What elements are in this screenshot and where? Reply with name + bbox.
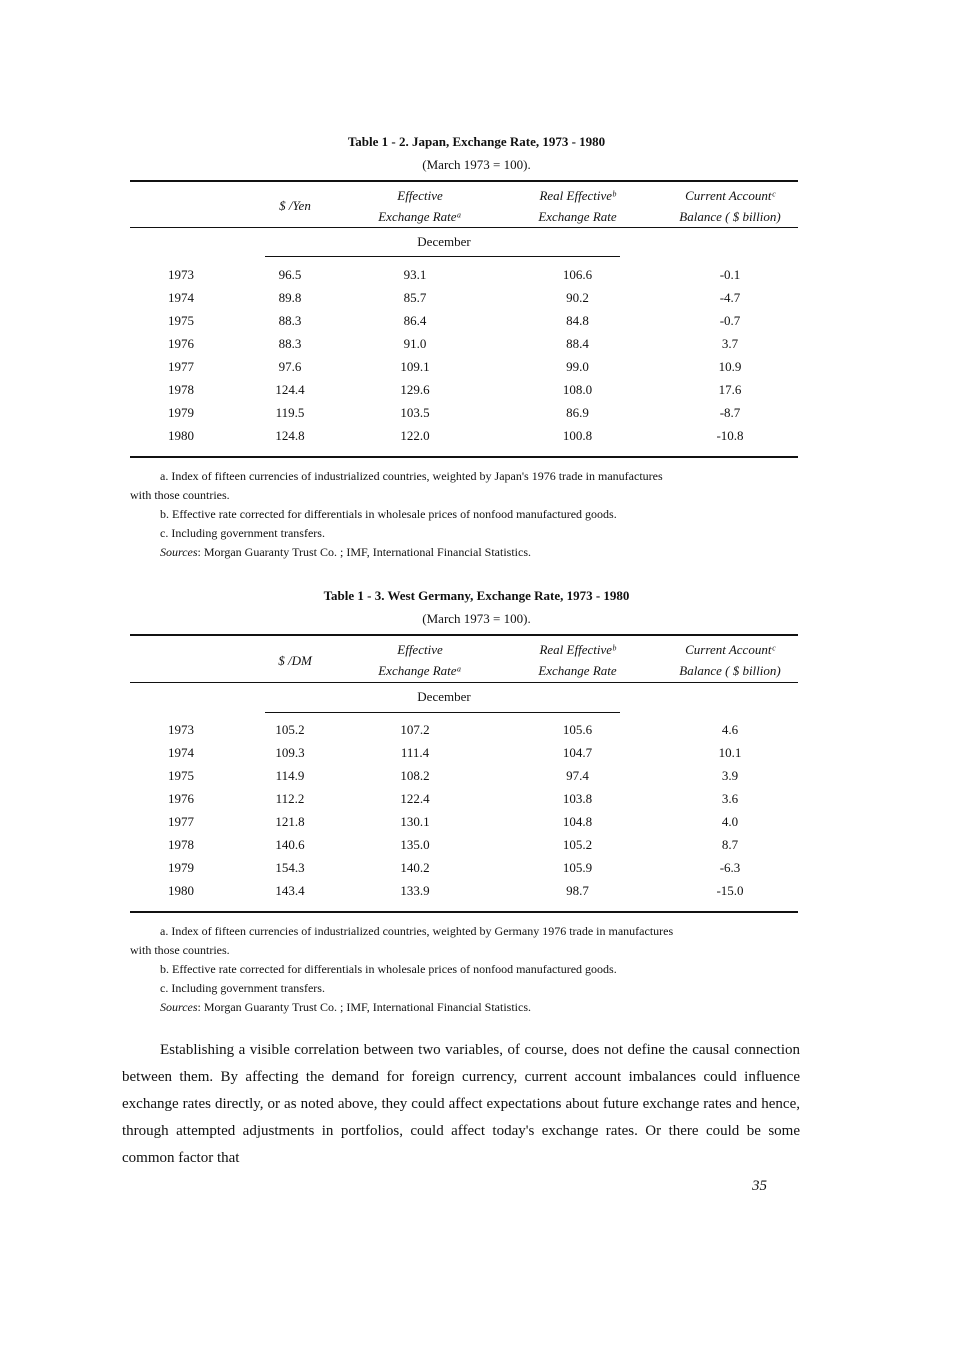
table1-sources: [130, 543, 800, 562]
table2-december-label: December: [417, 689, 471, 704]
year-cell: 1977: [168, 359, 194, 374]
effective-rate-cell: 135.0: [400, 837, 430, 852]
table2-note-b: b. Effective rate corrected for differentials in wholesale prices of nonfood manufactured goods.: [160, 962, 617, 976]
table2-note-a-line1: a. Index of fifteen currencies of industrialized countries, weighted by Germany 1976 trade in manufactures: [160, 924, 674, 938]
table1-header-col4-line2: Balance ( $ billion): [679, 209, 781, 224]
year-cell: 1977: [168, 814, 194, 829]
real-effective-rate-cell: 97.4: [566, 768, 589, 783]
effective-rate-cell: 93.1: [403, 267, 427, 282]
table-row: [0, 791, 953, 814]
real-effective-rate-cell: 106.6: [562, 267, 593, 282]
current-account-cell: 10.9: [718, 359, 742, 374]
table-row: [0, 290, 953, 313]
table2-note-c: c. Including government transfers.: [160, 981, 325, 995]
year-cell: 1976: [168, 336, 194, 351]
real-effective-rate-cell: 103.8: [562, 791, 593, 806]
current-account-cell: -4.7: [719, 290, 741, 305]
table-row: [0, 359, 953, 382]
current-account-cell: -0.7: [719, 313, 741, 328]
current-account-cell: 3.6: [721, 791, 739, 806]
current-account-cell: 8.7: [721, 837, 739, 852]
table2-header-col4-line1: Current Accountᶜ: [685, 642, 775, 657]
table-row: [0, 267, 953, 290]
table2-subtitle: (March 1973 = 100).: [422, 611, 531, 626]
table1-header-col3-line1: Real Effectiveᵇ: [539, 188, 616, 203]
table1-header-col4: [650, 185, 810, 227]
rate-cell: 88.3: [278, 336, 302, 351]
real-effective-rate-cell: 105.9: [562, 860, 593, 875]
table-row: [0, 428, 953, 451]
real-effective-rate-cell: 84.8: [566, 313, 589, 328]
year-cell: 1973: [168, 722, 194, 737]
real-effective-rate-cell: 88.4: [566, 336, 589, 351]
table2-header-col2-line1: Effective: [397, 642, 443, 657]
current-account-cell: 4.0: [721, 814, 739, 829]
table1-note-a-line1: a. Index of fifteen currencies of industrialized countries, weighted by Japan's 1976 trade in manufactures: [160, 469, 663, 483]
table1-notes: [130, 467, 800, 562]
table1-header-col2-line2: Exchange Rateᵃ: [378, 209, 462, 224]
year-cell: 1980: [168, 428, 194, 443]
year-cell: 1974: [168, 745, 194, 760]
rate-cell: 121.8: [275, 814, 305, 829]
rate-cell: 154.3: [275, 860, 305, 875]
real-effective-rate-cell: 105.2: [562, 837, 593, 852]
body-paragraph: Establishing a visible correlation between two variables, of course, does not define the causal connection between them. By affecting the demand for foreign currency, current account imbalances could influence exchange rates directly, or as noted above, they could affect expectations about future exchange rates and hence, through attempted adjustments in portfolios, could affect today's exchange rates. Or there could be some common factor that: [122, 1042, 800, 1166]
real-effective-rate-cell: 100.8: [562, 428, 593, 443]
rate-cell: 114.9: [275, 768, 305, 783]
table1-sources-text: : Morgan Guaranty Trust Co. ; IMF, International Financial Statistics.: [197, 545, 532, 559]
effective-rate-cell: 111.4: [400, 745, 430, 760]
year-cell: 1975: [168, 313, 194, 328]
table2-december-rule: [265, 712, 620, 713]
year-cell: 1976: [168, 791, 194, 806]
table-row: [0, 745, 953, 768]
table-row: [0, 405, 953, 428]
table2-top-rule: [130, 634, 798, 636]
rate-cell: 105.2: [275, 722, 305, 737]
effective-rate-cell: 130.1: [400, 814, 430, 829]
table1-header-col2: [350, 185, 490, 227]
rate-cell: 109.3: [275, 745, 305, 760]
rate-cell: 88.3: [278, 313, 302, 328]
table1-december-label: December: [417, 234, 471, 249]
current-account-cell: 3.7: [721, 336, 739, 351]
table2-header-col3-line2: Exchange Rate: [538, 663, 617, 678]
current-account-cell: 17.6: [718, 382, 742, 397]
table1-bottom-rule: [130, 456, 798, 458]
current-account-cell: -6.3: [719, 860, 741, 875]
table-row: [0, 313, 953, 336]
table2-header-col2-line2: Exchange Rateᵃ: [378, 663, 462, 678]
current-account-cell: 10.1: [718, 745, 742, 760]
real-effective-rate-cell: 105.6: [562, 722, 593, 737]
rate-cell: 112.2: [275, 791, 305, 806]
rate-cell: 96.5: [278, 267, 302, 282]
table2-bottom-rule: [130, 911, 798, 913]
rate-cell: 140.6: [275, 837, 305, 852]
current-account-cell: -15.0: [716, 883, 744, 898]
year-cell: 1974: [168, 290, 194, 305]
effective-rate-cell: 122.0: [400, 428, 430, 443]
table1-header-col1: $ /Yen: [279, 198, 311, 213]
effective-rate-cell: 122.4: [400, 791, 430, 806]
effective-rate-cell: 107.2: [400, 722, 430, 737]
effective-rate-cell: 133.9: [400, 883, 430, 898]
table-row: [0, 814, 953, 837]
rate-cell: 143.4: [275, 883, 305, 898]
current-account-cell: -0.1: [719, 267, 741, 282]
real-effective-rate-cell: 104.8: [562, 814, 593, 829]
table1-header-rule: [130, 227, 798, 228]
table2-sources-text: : Morgan Guaranty Trust Co. ; IMF, International Financial Statistics.: [197, 1000, 532, 1014]
current-account-cell: 3.9: [721, 768, 739, 783]
table-row: [0, 837, 953, 860]
table-row: [0, 722, 953, 745]
year-cell: 1978: [168, 837, 194, 852]
table-row: [0, 336, 953, 359]
rate-cell: 124.8: [275, 428, 305, 443]
table2-header-col3: [510, 639, 645, 681]
year-cell: 1973: [168, 267, 194, 282]
table2-sources-label: Sources: [160, 1000, 198, 1014]
effective-rate-cell: 109.1: [400, 359, 430, 374]
rate-cell: 124.4: [275, 382, 305, 397]
effective-rate-cell: 103.5: [400, 405, 430, 420]
table1-december-rule: [265, 256, 620, 257]
table1-subtitle: (March 1973 = 100).: [422, 157, 531, 172]
table2-title: Table 1 - 3. West Germany, Exchange Rate, 1973 - 1980: [323, 588, 630, 603]
table2-header-col2: [350, 639, 490, 681]
effective-rate-cell: 129.6: [400, 382, 430, 397]
current-account-cell: -8.7: [719, 405, 741, 420]
table2-header-col1: $ /DM: [278, 653, 312, 668]
year-cell: 1980: [168, 883, 194, 898]
real-effective-rate-cell: 99.0: [566, 359, 589, 374]
table1-note-a-line2: with those countries.: [130, 488, 230, 502]
current-account-cell: 4.6: [721, 722, 739, 737]
table2-header-col4: [650, 639, 810, 681]
table2-sources: [130, 998, 800, 1017]
table2-header-rule: [130, 682, 798, 683]
table1-header-col2-line1: Effective: [397, 188, 443, 203]
table1-header-col3: [510, 185, 645, 227]
table1-sources-label: Sources: [160, 545, 198, 559]
table2-note-a-line2: with those countries.: [130, 943, 230, 957]
table2-notes: [130, 922, 800, 1017]
table-row: [0, 382, 953, 405]
table1-note-c: c. Including government transfers.: [160, 526, 325, 540]
table1-header-col3-line2: Exchange Rate: [538, 209, 617, 224]
table1-note-b: b. Effective rate corrected for differentials in wholesale prices of nonfood manufactured goods.: [160, 507, 617, 521]
table-row: [0, 860, 953, 883]
real-effective-rate-cell: 108.0: [562, 382, 593, 397]
table-row: [0, 768, 953, 791]
real-effective-rate-cell: 90.2: [566, 290, 589, 305]
year-cell: 1979: [168, 860, 194, 875]
year-cell: 1975: [168, 768, 194, 783]
rate-cell: 97.6: [278, 359, 302, 374]
effective-rate-cell: 91.0: [403, 336, 427, 351]
table2-header-col4-line2: Balance ( $ billion): [679, 663, 781, 678]
current-account-cell: -10.8: [716, 428, 744, 443]
effective-rate-cell: 85.7: [403, 290, 427, 305]
page-number: 35: [752, 1178, 767, 1194]
effective-rate-cell: 108.2: [400, 768, 430, 783]
table1-title: Table 1 - 2. Japan, Exchange Rate, 1973 - 1980: [347, 134, 606, 149]
rate-cell: 89.8: [278, 290, 302, 305]
real-effective-rate-cell: 98.7: [566, 883, 589, 898]
table2-header-col3-line1: Real Effectiveᵇ: [539, 642, 616, 657]
real-effective-rate-cell: 86.9: [566, 405, 589, 420]
effective-rate-cell: 86.4: [403, 313, 427, 328]
table-row: [0, 883, 953, 906]
effective-rate-cell: 140.2: [400, 860, 430, 875]
table1-top-rule: [130, 180, 798, 182]
year-cell: 1978: [168, 382, 194, 397]
rate-cell: 119.5: [275, 405, 305, 420]
year-cell: 1979: [168, 405, 194, 420]
table1-header-col4-line1: Current Accountᶜ: [685, 188, 775, 203]
real-effective-rate-cell: 104.7: [562, 745, 593, 760]
